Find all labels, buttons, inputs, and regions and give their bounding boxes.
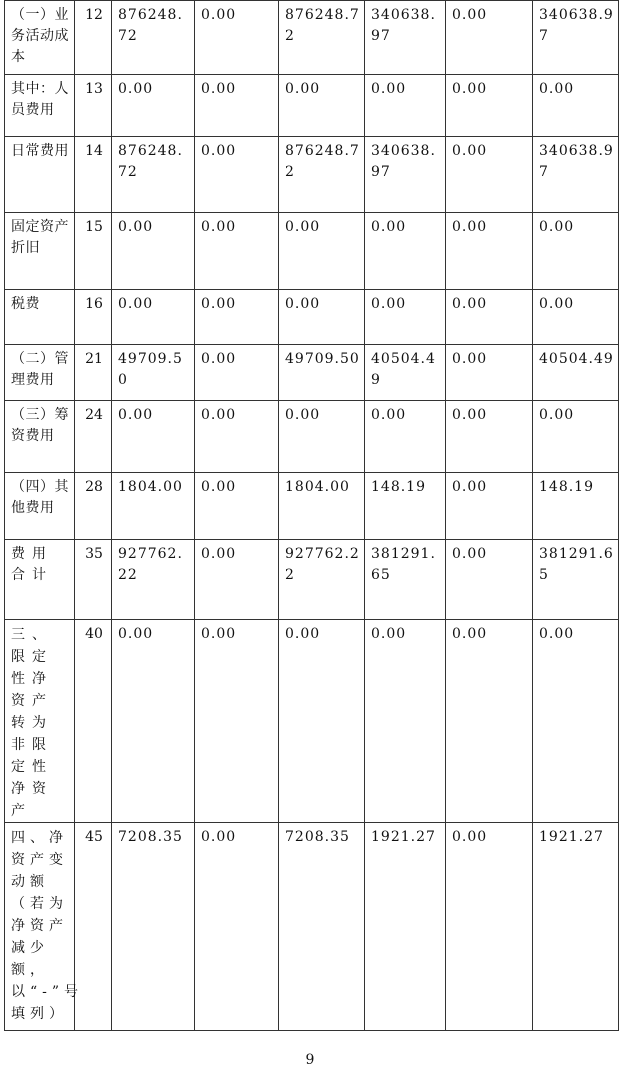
value-cell: 7208.35 xyxy=(279,823,365,1031)
value-cell: 381291.65 xyxy=(533,540,619,620)
value-cell: 148.19 xyxy=(533,473,619,540)
value-cell: 927762.22 xyxy=(279,540,365,620)
table-row xyxy=(5,401,619,473)
value-cell: 40504.49 xyxy=(533,345,619,401)
value-cell: 0.00 xyxy=(446,620,533,823)
line-number: 24 xyxy=(75,401,112,473)
value-cell: 0.00 xyxy=(533,620,619,823)
value-cell: 0.00 xyxy=(446,137,533,213)
value-cell: 0.00 xyxy=(446,345,533,401)
item-name: 固定资产折旧 xyxy=(5,213,75,290)
value-cell: 0.00 xyxy=(195,540,279,620)
value-cell: 0.00 xyxy=(195,473,279,540)
item-name: （一）业务活动成本 xyxy=(5,1,75,75)
value-cell: 148.19 xyxy=(365,473,446,540)
line-number: 28 xyxy=(75,473,112,540)
value-cell: 0.00 xyxy=(446,1,533,75)
value-cell: 1921.27 xyxy=(533,823,619,1031)
value-cell: 381291.65 xyxy=(365,540,446,620)
line-number: 12 xyxy=(75,1,112,75)
item-name: （二）管理费用 xyxy=(5,345,75,401)
item-name: 费用合计 xyxy=(5,540,75,620)
value-cell: 0.00 xyxy=(446,401,533,473)
value-cell: 340638.97 xyxy=(365,1,446,75)
table-row xyxy=(5,823,619,1031)
value-cell: 49709.50 xyxy=(112,345,195,401)
item-name: 日常费用 xyxy=(5,137,75,213)
value-cell: 0.00 xyxy=(279,620,365,823)
value-cell: 0.00 xyxy=(365,75,446,137)
value-cell: 876248.72 xyxy=(112,137,195,213)
item-name: （三）筹资费用 xyxy=(5,401,75,473)
value-cell: 0.00 xyxy=(446,540,533,620)
value-cell: 876248.72 xyxy=(279,137,365,213)
value-cell: 0.00 xyxy=(279,75,365,137)
table-row xyxy=(5,540,619,620)
value-cell: 40504.49 xyxy=(365,345,446,401)
value-cell: 876248.72 xyxy=(279,1,365,75)
value-cell: 0.00 xyxy=(195,75,279,137)
value-cell: 0.00 xyxy=(279,213,365,290)
value-cell: 0.00 xyxy=(195,213,279,290)
line-number: 15 xyxy=(75,213,112,290)
value-cell: 0.00 xyxy=(365,401,446,473)
value-cell: 0.00 xyxy=(195,345,279,401)
line-number: 16 xyxy=(75,290,112,345)
value-cell: 0.00 xyxy=(533,401,619,473)
value-cell: 927762.22 xyxy=(112,540,195,620)
value-cell: 0.00 xyxy=(446,75,533,137)
line-number: 21 xyxy=(75,345,112,401)
page-number: 9 xyxy=(305,1052,315,1068)
item-name: 其中：人员费用 xyxy=(5,75,75,137)
value-cell: 0.00 xyxy=(446,213,533,290)
value-cell: 340638.97 xyxy=(533,137,619,213)
value-cell: 0.00 xyxy=(112,620,195,823)
value-cell: 7208.35 xyxy=(112,823,195,1031)
value-cell: 0.00 xyxy=(533,290,619,345)
table-row xyxy=(5,137,619,213)
value-cell: 1804.00 xyxy=(279,473,365,540)
value-cell: 0.00 xyxy=(112,401,195,473)
line-number: 40 xyxy=(75,620,112,823)
value-cell: 0.00 xyxy=(195,290,279,345)
value-cell: 0.00 xyxy=(112,290,195,345)
value-cell: 0.00 xyxy=(365,620,446,823)
line-number: 13 xyxy=(75,75,112,137)
value-cell: 0.00 xyxy=(446,473,533,540)
value-cell: 0.00 xyxy=(195,137,279,213)
value-cell: 0.00 xyxy=(195,1,279,75)
value-cell: 0.00 xyxy=(533,213,619,290)
value-cell: 0.00 xyxy=(533,75,619,137)
table-row xyxy=(5,620,619,823)
table-row xyxy=(5,75,619,137)
item-name: 四、净资产变动额（若为净资产减少额，以“-”号填列） xyxy=(5,823,75,1031)
value-cell: 0.00 xyxy=(279,290,365,345)
value-cell: 0.00 xyxy=(195,823,279,1031)
table-row xyxy=(5,290,619,345)
value-cell: 0.00 xyxy=(112,75,195,137)
value-cell: 0.00 xyxy=(365,213,446,290)
item-name: 三、限定性净资产转为非限定性净资产 xyxy=(5,620,75,823)
value-cell: 340638.97 xyxy=(533,1,619,75)
value-cell: 876248.72 xyxy=(112,1,195,75)
value-cell: 0.00 xyxy=(365,290,446,345)
line-number: 45 xyxy=(75,823,112,1031)
item-name: 税费 xyxy=(5,290,75,345)
value-cell: 0.00 xyxy=(195,620,279,823)
value-cell: 0.00 xyxy=(446,823,533,1031)
value-cell: 1804.00 xyxy=(112,473,195,540)
table-row xyxy=(5,1,619,75)
financial-table xyxy=(4,0,619,1031)
table-row xyxy=(5,345,619,401)
item-name: （四）其他费用 xyxy=(5,473,75,540)
table-row xyxy=(5,473,619,540)
line-number: 35 xyxy=(75,540,112,620)
value-cell: 0.00 xyxy=(446,290,533,345)
value-cell: 0.00 xyxy=(112,213,195,290)
value-cell: 49709.50 xyxy=(279,345,365,401)
value-cell: 0.00 xyxy=(195,401,279,473)
value-cell: 0.00 xyxy=(279,401,365,473)
line-number: 14 xyxy=(75,137,112,213)
value-cell: 1921.27 xyxy=(365,823,446,1031)
value-cell: 340638.97 xyxy=(365,137,446,213)
table-row xyxy=(5,213,619,290)
